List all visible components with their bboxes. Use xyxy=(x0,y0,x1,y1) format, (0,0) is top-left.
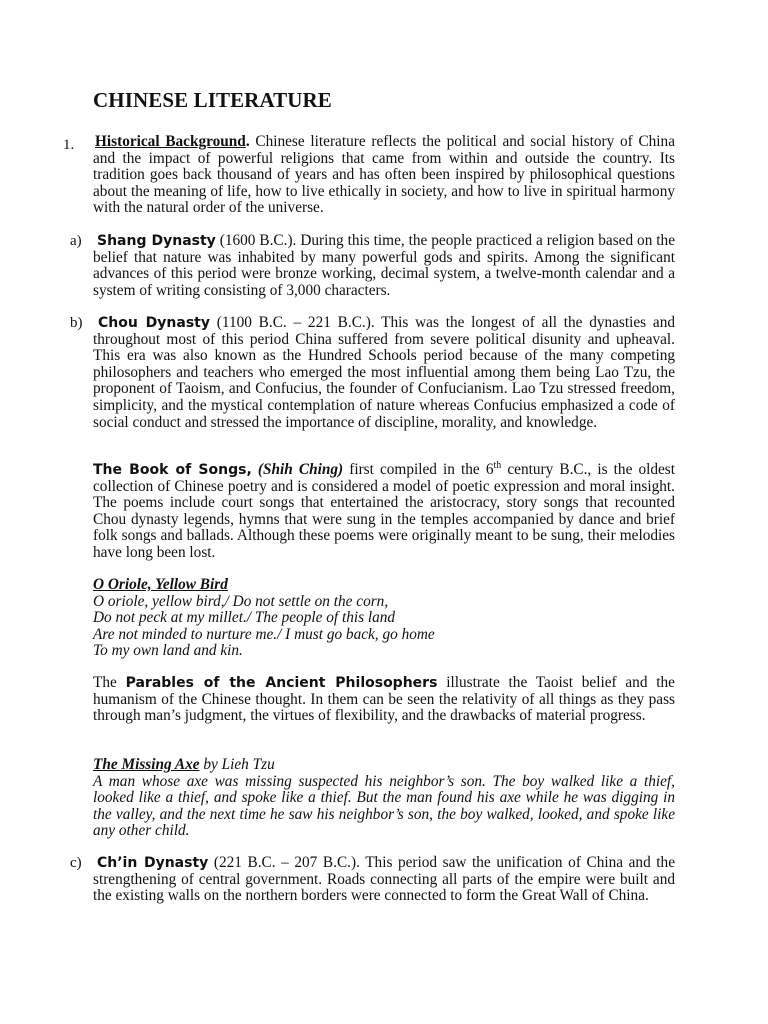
chou-dynasty-heading: Chou Dynasty xyxy=(98,315,210,331)
page-title: CHINESE LITERATURE xyxy=(93,88,332,112)
missing-axe-title: The Missing Axe xyxy=(93,756,200,773)
parables-heading: Parables of the Ancient Philosophers xyxy=(125,675,438,691)
shang-dynasty-text: (1600 B.C.). During this time, the people practiced a religion based on the belief that nature was inhabited by many powerful gods and spirits. Among the significant advances of this period were bronze working, decimal system, a twelve-month calendar and a system of writing consisting of 3,000 characters. xyxy=(93,232,675,299)
poem-line: Are not minded to nurture me./ I must go back, go home xyxy=(93,625,435,643)
chin-dynasty-heading: Ch’in Dynasty xyxy=(97,855,209,871)
chin-dynasty-text: (221 B.C. – 207 B.C.). This period saw the unification of China and the strengthening of central government. Roads connecting all parts of the empire were built and the existing walls on the northern borders were connected to form the Great Wall of China. xyxy=(93,854,675,905)
historical-background-heading: Historical Background xyxy=(95,133,246,150)
missing-axe-block xyxy=(93,757,675,840)
poem-line: O oriole, yellow bird,/ Do not settle on the corn, xyxy=(93,592,389,610)
historical-background-paragraph xyxy=(93,134,675,217)
heading-punctuation: . xyxy=(245,133,250,150)
poem-title: O Oriole, Yellow Bird xyxy=(93,576,228,593)
missing-axe-author: by Lieh Tzu xyxy=(199,756,275,773)
list-marker-c: c) xyxy=(70,855,82,871)
poem-line: Do not peck at my millet./ The people of this land xyxy=(93,609,396,627)
book-of-songs-title: The Book of Songs, xyxy=(93,462,252,478)
parables-lead: The xyxy=(93,674,126,691)
parables-paragraph xyxy=(93,675,675,725)
book-of-songs-paragraph xyxy=(93,459,676,562)
shih-ching-title: (Shih Ching) xyxy=(257,461,344,478)
list-marker-b: b) xyxy=(70,315,83,331)
chou-dynasty-paragraph xyxy=(93,315,675,431)
chin-dynasty-paragraph xyxy=(93,855,675,905)
book-of-songs-text-b: century B.C., is the oldest collection of Chinese poetry and is considered a model of poetic expression and moral insight. The poems include court songs that entertained the aristocracy, story songs that recounted Chou dynasty legends, hymns that were sung in the temples accompanied by dance and brief folk songs and ballads. Although these poems were originally meant to be sung, their melodies have long been lost. xyxy=(93,461,676,561)
section-number: 1. xyxy=(63,137,75,153)
poem-block xyxy=(93,577,675,660)
historical-background-text: Chinese literature reflects the political and social history of China and the impact of powerful religions that came from within and outside the country. Its tradition goes back thousand of years and has often been inspired by philosophical questions about the meaning of life, how to live ethically in society, and how to live in spiritual harmony with the natural order of the universe. xyxy=(93,133,675,217)
shang-dynasty-heading: Shang Dynasty xyxy=(97,233,216,249)
ordinal-suffix: th xyxy=(493,459,502,471)
missing-axe-text: A man whose axe was missing suspected his neighbor’s son. The boy walked like a thief, looked like a thief, and spoke like a thief. But the man found his axe while he was digging in the valley, and the next time he saw his neighbor’s son, the boy walked, looked, and spoke like any other child. xyxy=(93,772,675,840)
book-of-songs-text-a: first compiled in the 6 xyxy=(343,461,494,478)
list-marker-a: a) xyxy=(70,233,82,249)
shang-dynasty-paragraph xyxy=(93,233,675,299)
parables-text: illustrate the Taoist belief and the humanism of the Chinese thought. In them can be seen the relativity of all things as they pass through man’s judgment, the virtues of flexibility, and the drawbacks of material progress. xyxy=(93,674,675,725)
poem-line: To my own land and kin. xyxy=(93,642,243,660)
chou-dynasty-text: (1100 B.C. – 221 B.C.). This was the longest of all the dynasties and throughout most of this period China suffered from severe political disunity and upheaval. This era was also known as the Hundred Schools period because of the many competing philosophers and teachers who emerged the most influential among them being Lao Tzu, the proponent of Taoism, and Confucius, the founder of Confucianism. Lao Tzu stressed freedom, simplicity, and the mystical contemplation of nature whereas Confucius emphasized a code of social conduct and stressed the importance of discipline, morality, and knowledge. xyxy=(93,314,676,431)
